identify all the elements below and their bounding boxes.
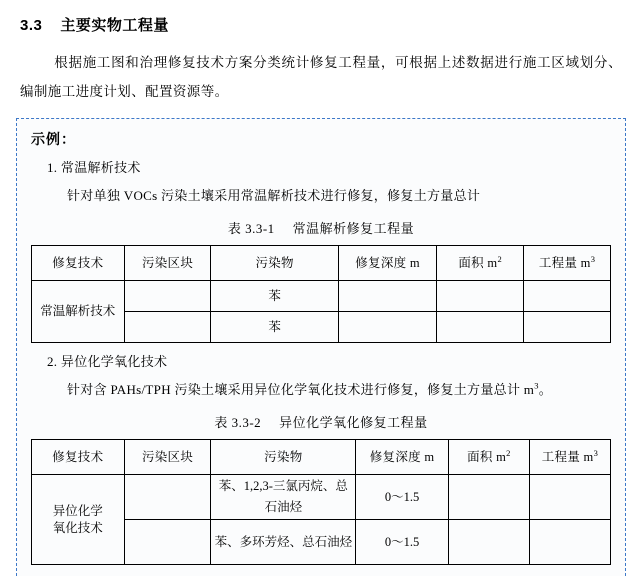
- table1-caption-number: 表 3.3-1: [227, 221, 275, 236]
- table2-cell-area: [448, 520, 529, 565]
- table1-header-cell: 污染区块: [124, 246, 211, 281]
- table2-header-cell: 污染物: [211, 440, 356, 475]
- intro-paragraph: [12, 48, 630, 106]
- table1-cell-block: [124, 312, 211, 343]
- table2-header-cell: 修复技术: [32, 440, 125, 475]
- table1-cell-technique: 常温解析技术: [32, 281, 125, 343]
- table1-caption: [31, 218, 611, 237]
- table2-caption-number: 表 3.3-2: [214, 415, 262, 430]
- table1-cell-pollutant: 苯: [211, 312, 338, 343]
- table1-cell-pollutant: 苯: [211, 281, 338, 312]
- table-row: [32, 475, 611, 520]
- table1-cell-quantity: [524, 312, 611, 343]
- table2-cell-quantity: [529, 520, 610, 565]
- table1-cell-quantity: [524, 281, 611, 312]
- table-header-row: [32, 246, 611, 281]
- item1-title: 1. 常温解析技术: [47, 160, 141, 175]
- table2-cell-pollutant: 苯、多环芳烃、总石油烃: [211, 520, 356, 565]
- table2-cell-quantity: [529, 475, 610, 520]
- table1-caption-text: 常温解析修复工程量: [292, 221, 415, 236]
- table-quantity-chemical-oxidation: [31, 439, 611, 565]
- example-label: 示例：: [31, 131, 76, 147]
- table2-cell-area: [448, 475, 529, 520]
- table2-caption-text: 异位化学氧化修复工程量: [279, 415, 428, 430]
- section-title: 主要实物工程量: [60, 17, 169, 34]
- table2-header-cell: 工程量 $m^3$: [529, 440, 610, 475]
- table2-caption: [31, 412, 611, 431]
- table-quantity-desorption: [31, 245, 611, 343]
- table1-header-cell: 污染物: [211, 246, 338, 281]
- table1-cell-depth: [338, 281, 436, 312]
- table2-cell-block: [124, 520, 211, 565]
- table1-cell-area: [437, 312, 524, 343]
- table1-header-cell: 修复深度 m: [338, 246, 436, 281]
- table2-header-cell: 污染区块: [124, 440, 211, 475]
- table-row: [32, 281, 611, 312]
- table2-cell-block: [124, 475, 211, 520]
- item2-title: 2. 异位化学氧化技术: [47, 354, 168, 369]
- table1-cell-block: [124, 281, 211, 312]
- item2-body: 针对含 PAHs/TPH 污染土壤采用异位化学氧化技术进行修复，修复土方量总计 $m^3$。: [67, 380, 553, 397]
- table2-cell-technique: [32, 475, 125, 565]
- table1-cell-depth: [338, 312, 436, 343]
- table1-header-cell: 工程量 $m^3$: [524, 246, 611, 281]
- item1-body: 针对单独 VOCs 污染土壤采用常温解析技术进行修复，修复土方量总计: [67, 188, 481, 203]
- table2-header-cell: 修复深度 m: [356, 440, 449, 475]
- table1-header-cell: 修复技术: [32, 246, 125, 281]
- table2-cell-depth: 0～1.5: [356, 520, 449, 565]
- table2-technique-line1: 异位化学: [52, 503, 103, 518]
- table1-cell-area: [437, 281, 524, 312]
- intro-text: 根据施工图和治理修复技术方案分类统计修复工程量，可根据上述数据进行施工区域划分、编制施工进度计划、配置资源等。: [20, 55, 622, 99]
- table2-cell-pollutant: 苯、1,2,3-三氯丙烷、总 石油烃: [211, 475, 356, 520]
- table2-cell-depth: 0～1.5: [356, 475, 449, 520]
- section-number: 3.3: [20, 17, 43, 34]
- table2-header-cell: 面积 $m^2$: [448, 440, 529, 475]
- table2-technique-line2: 氧化技术: [52, 520, 103, 535]
- table1-header-cell: 面积 $m^2$: [437, 246, 524, 281]
- example-callout-box: [16, 118, 626, 576]
- page-title: [12, 0, 630, 35]
- table-header-row: [32, 440, 611, 475]
